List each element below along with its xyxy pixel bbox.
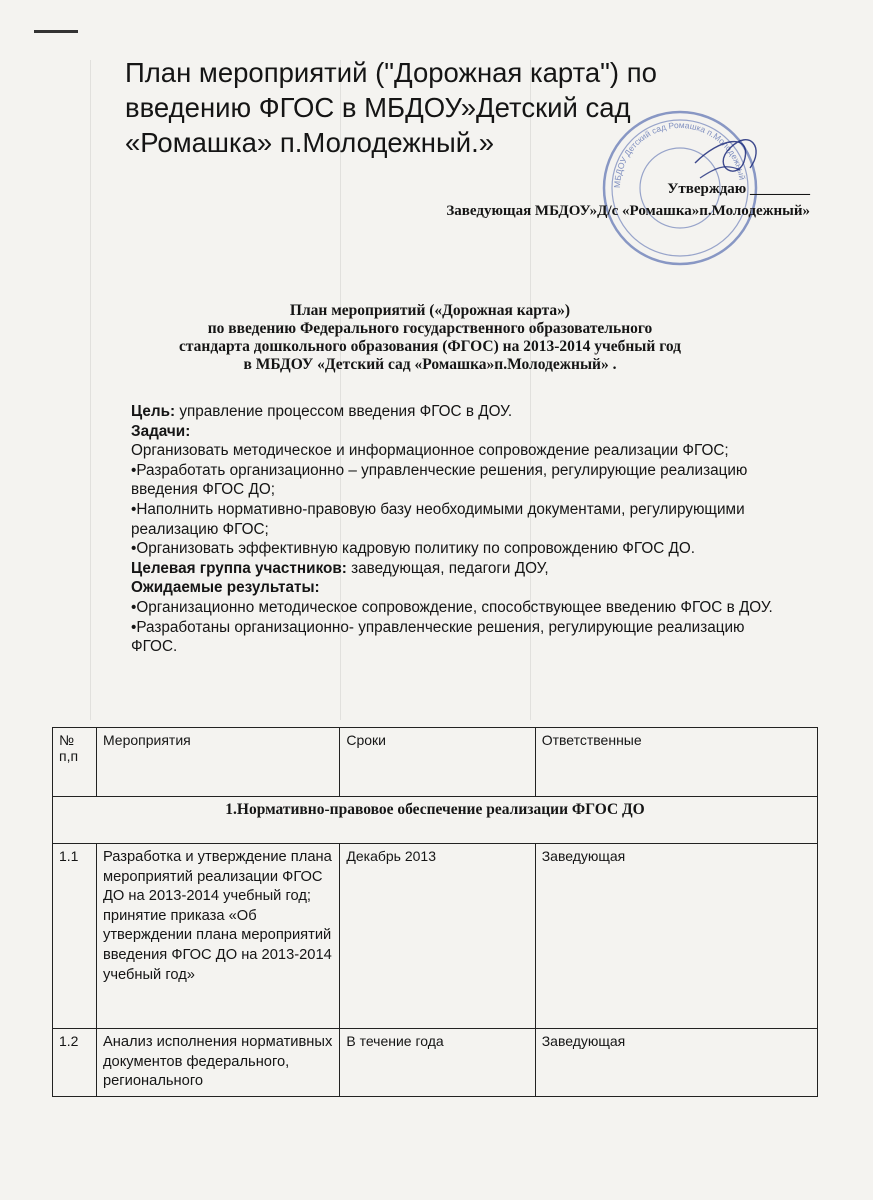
plan-table — [52, 727, 818, 1097]
row-term: Декабрь 2013 — [340, 844, 535, 1029]
header-cell-event: Мероприятия — [96, 728, 339, 797]
tasks-label: Задачи: — [131, 422, 191, 440]
row-responsible: Заведующая — [535, 1029, 817, 1097]
bleed-through-line — [90, 60, 91, 720]
plan-heading-line: в МБДОУ «Детский сад «Ромашка»п.Молодежный» . — [243, 356, 617, 373]
row-number: 1.1 — [53, 844, 97, 1029]
row-term: В течение года — [340, 1029, 535, 1097]
header-cell-number: № п,п — [53, 728, 97, 797]
section-row — [53, 797, 818, 844]
plan-heading-line: по введению Федерального государственного образовательного — [207, 320, 653, 337]
task-item: •Разработать организационно – управленческие решения, регулирующие реализацию введения ФГОС ДО; — [131, 461, 748, 499]
task-item: •Наполнить нормативно-правовую базу необходимыми документами, регулирующими реализацию ФГОС; — [131, 500, 745, 538]
plan-description — [131, 402, 791, 657]
results-label: Ожидаемые результаты: — [131, 579, 320, 597]
table-header-row — [53, 728, 818, 797]
result-item: •Разработаны организационно- управленческие решения, регулирующие реализацию ФГОС. — [131, 618, 745, 656]
target-group-paragraph — [131, 559, 791, 579]
target-group-text: заведующая, педагоги ДОУ, — [351, 559, 549, 577]
row-number: 1.2 — [53, 1029, 97, 1097]
header-cell-responsible: Ответственные — [535, 728, 817, 797]
result-item: •Организационно методическое сопровождение, способствующее введению ФГОС в ДОУ. — [131, 598, 773, 616]
row-event: Разработка и утверждение плана мероприятий реализации ФГОС ДО на 2013-2014 учебный год; принятие приказа «Об утверждении плана мероприятий введения ФГОС ДО на 2013-2014 учебный год» — [96, 844, 339, 1029]
header-cell-term: Сроки — [340, 728, 535, 797]
row-event: Анализ исполнения нормативных документов федерального, регионального — [96, 1029, 339, 1097]
approval-line: Утверждаю ________ — [667, 181, 810, 197]
table-row — [53, 1029, 818, 1097]
top-dash — [34, 30, 78, 33]
plan-heading — [120, 302, 740, 374]
goal-text: управление процессом введения ФГОС в ДОУ. — [179, 403, 513, 420]
plan-heading-line: стандарта дошкольного образования (ФГОС) на 2013-2014 учебный год — [179, 338, 681, 355]
row-responsible: Заведующая — [535, 844, 817, 1029]
target-group-label: Целевая группа участников: — [131, 559, 347, 577]
goal-label: Цель: — [131, 403, 176, 420]
plan-heading-line: План мероприятий («Дорожная карта») — [289, 302, 571, 319]
table-row — [53, 844, 818, 1029]
approval-block — [300, 178, 810, 222]
task-item: •Организовать эффективную кадровую политику по сопровождению ФГОС ДО. — [131, 540, 696, 558]
section-title: 1.Нормативно-правовое обеспечение реализации ФГОС ДО — [53, 797, 818, 844]
page-title: План мероприятий ("Дорожная карта") по введению ФГОС в МБДОУ»Детский сад «Ромашка» п.Молодежный.» — [125, 57, 657, 158]
task-item: Организовать методическое и информационное сопровождение реализации ФГОС; — [131, 442, 729, 460]
seal-text: МБДОУ Детский сад Ромашка п.Молодежный — [611, 119, 748, 189]
goal-paragraph — [131, 402, 791, 422]
approval-position: Заведующая МБДОУ»Д/с «Ромашка»п.Молодежный» — [446, 203, 810, 219]
